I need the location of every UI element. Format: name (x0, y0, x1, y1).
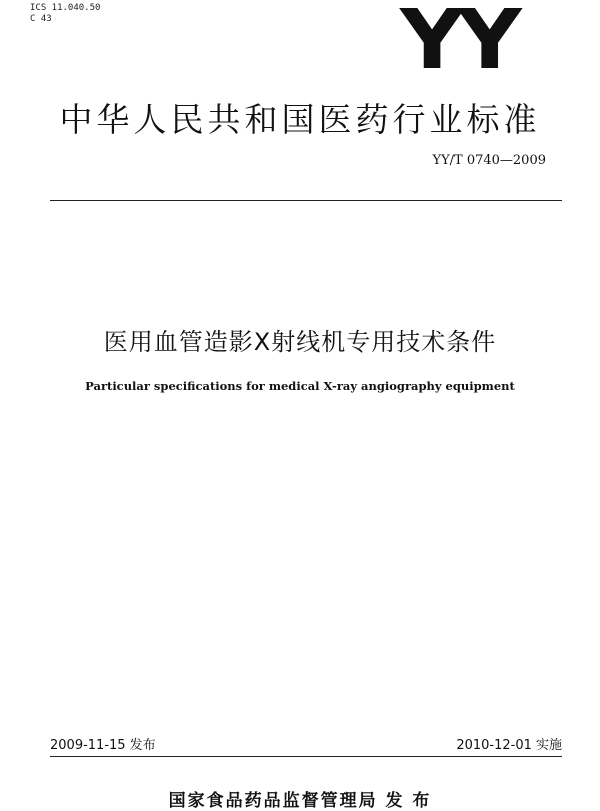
classification-codes (30, 3, 100, 25)
footer-divider (50, 756, 562, 757)
issue-date: 2009-11-15 发布 (50, 738, 156, 753)
document-title-cn: 医用血管造影X射线机专用技术条件 (103, 328, 497, 356)
standard-number: YY/T 0740—2009 (432, 153, 546, 168)
ics-code: ICS 11.040.50 (30, 3, 101, 13)
document-title-en: Particular specifications for medical X-ray angiography equipment (85, 379, 515, 393)
issuing-authority: 国家食品药品监督管理局 发 布 (168, 791, 432, 811)
standard-category-title: 中华人民共和国医药行业标准 (59, 100, 541, 139)
ccs-code: C 43 (30, 14, 52, 24)
header-divider (50, 200, 562, 201)
standard-type-logo: YY (400, 0, 516, 88)
implementation-date: 2010-12-01 实施 (456, 738, 562, 753)
